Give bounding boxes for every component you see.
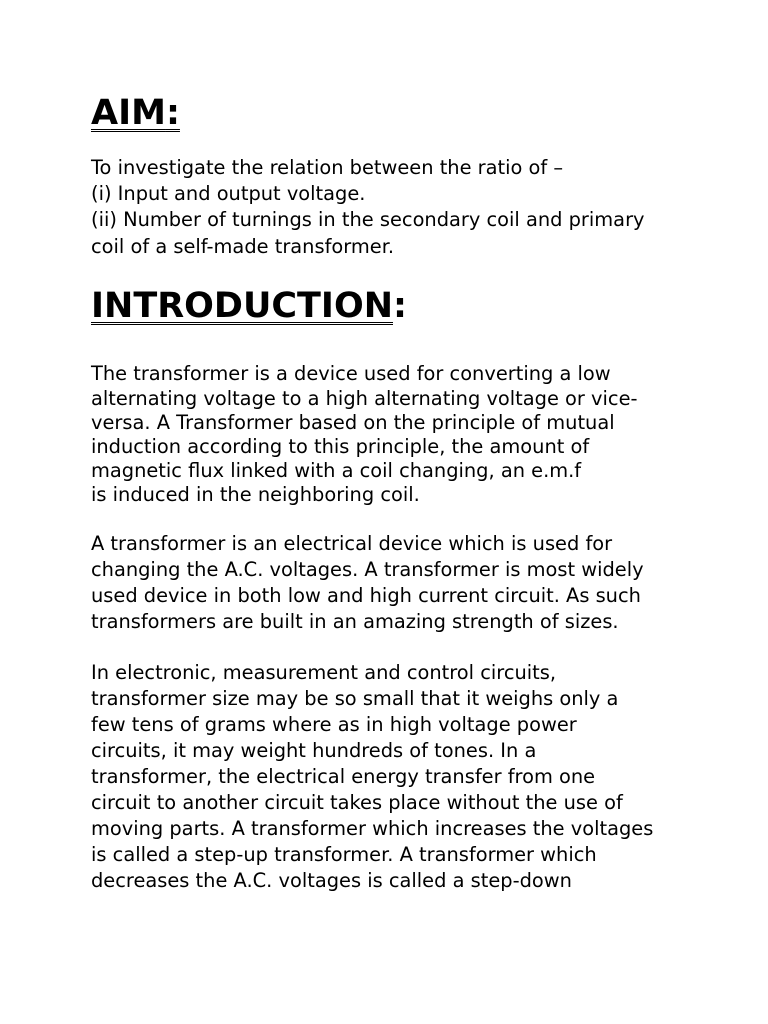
paragraph-line: circuits, it may weight hundreds of tones. In a	[91, 739, 537, 762]
aim-heading-title: AIM	[91, 93, 166, 133]
paragraph-line: The transformer is a device used for converting a low	[91, 362, 611, 385]
paragraph-line: is called a step-up transformer. A transformer which	[91, 843, 597, 866]
aim-heading	[91, 93, 180, 133]
paragraph-line: is induced in the neighboring coil.	[91, 483, 420, 506]
paragraph-line: decreases the A.C. voltages is called a step-down	[91, 869, 572, 892]
aim-line: (i) Input and output voltage.	[91, 182, 366, 205]
paragraph-line: versa. A Transformer based on the principle of mutual	[91, 411, 615, 434]
paragraph-line: transformer size may be so small that it weighs only a	[91, 687, 619, 710]
introduction-heading	[91, 286, 407, 326]
paragraph-line: changing the A.C. voltages. A transformer is most widely	[91, 558, 644, 581]
paragraph-line: alternating voltage to a high alternating voltage or vice-	[91, 387, 638, 410]
introduction-heading-colon: :	[393, 286, 407, 326]
paragraph-line: moving parts. A transformer which increases the voltages	[91, 817, 654, 840]
aim-line: (ii) Number of turnings in the secondary coil and primary	[91, 208, 645, 231]
aim-line: coil of a self-made transformer.	[91, 235, 395, 258]
paragraph-line: transformer, the electrical energy transfer from one	[91, 765, 596, 788]
aim-heading-colon: :	[165, 93, 180, 133]
paragraph-line: In electronic, measurement and control circuits,	[91, 661, 557, 684]
paragraph-line: circuit to another circuit takes place without the use of	[91, 791, 623, 814]
paragraph-line: magnetic flux linked with a coil changing, an e.m.f	[91, 459, 582, 482]
introduction-heading-title: INTRODUCTION	[91, 286, 393, 326]
paragraph-line: used device in both low and high current circuit. As such	[91, 584, 641, 607]
paragraph-line: few tens of grams where as in high voltage power	[91, 713, 577, 736]
aim-line: To investigate the relation between the ratio of –	[91, 156, 564, 179]
paragraph-line: transformers are built in an amazing strength of sizes.	[91, 610, 619, 633]
paragraph-line: induction according to this principle, the amount of	[91, 435, 590, 458]
paragraph-line: A transformer is an electrical device which is used for	[91, 532, 613, 555]
